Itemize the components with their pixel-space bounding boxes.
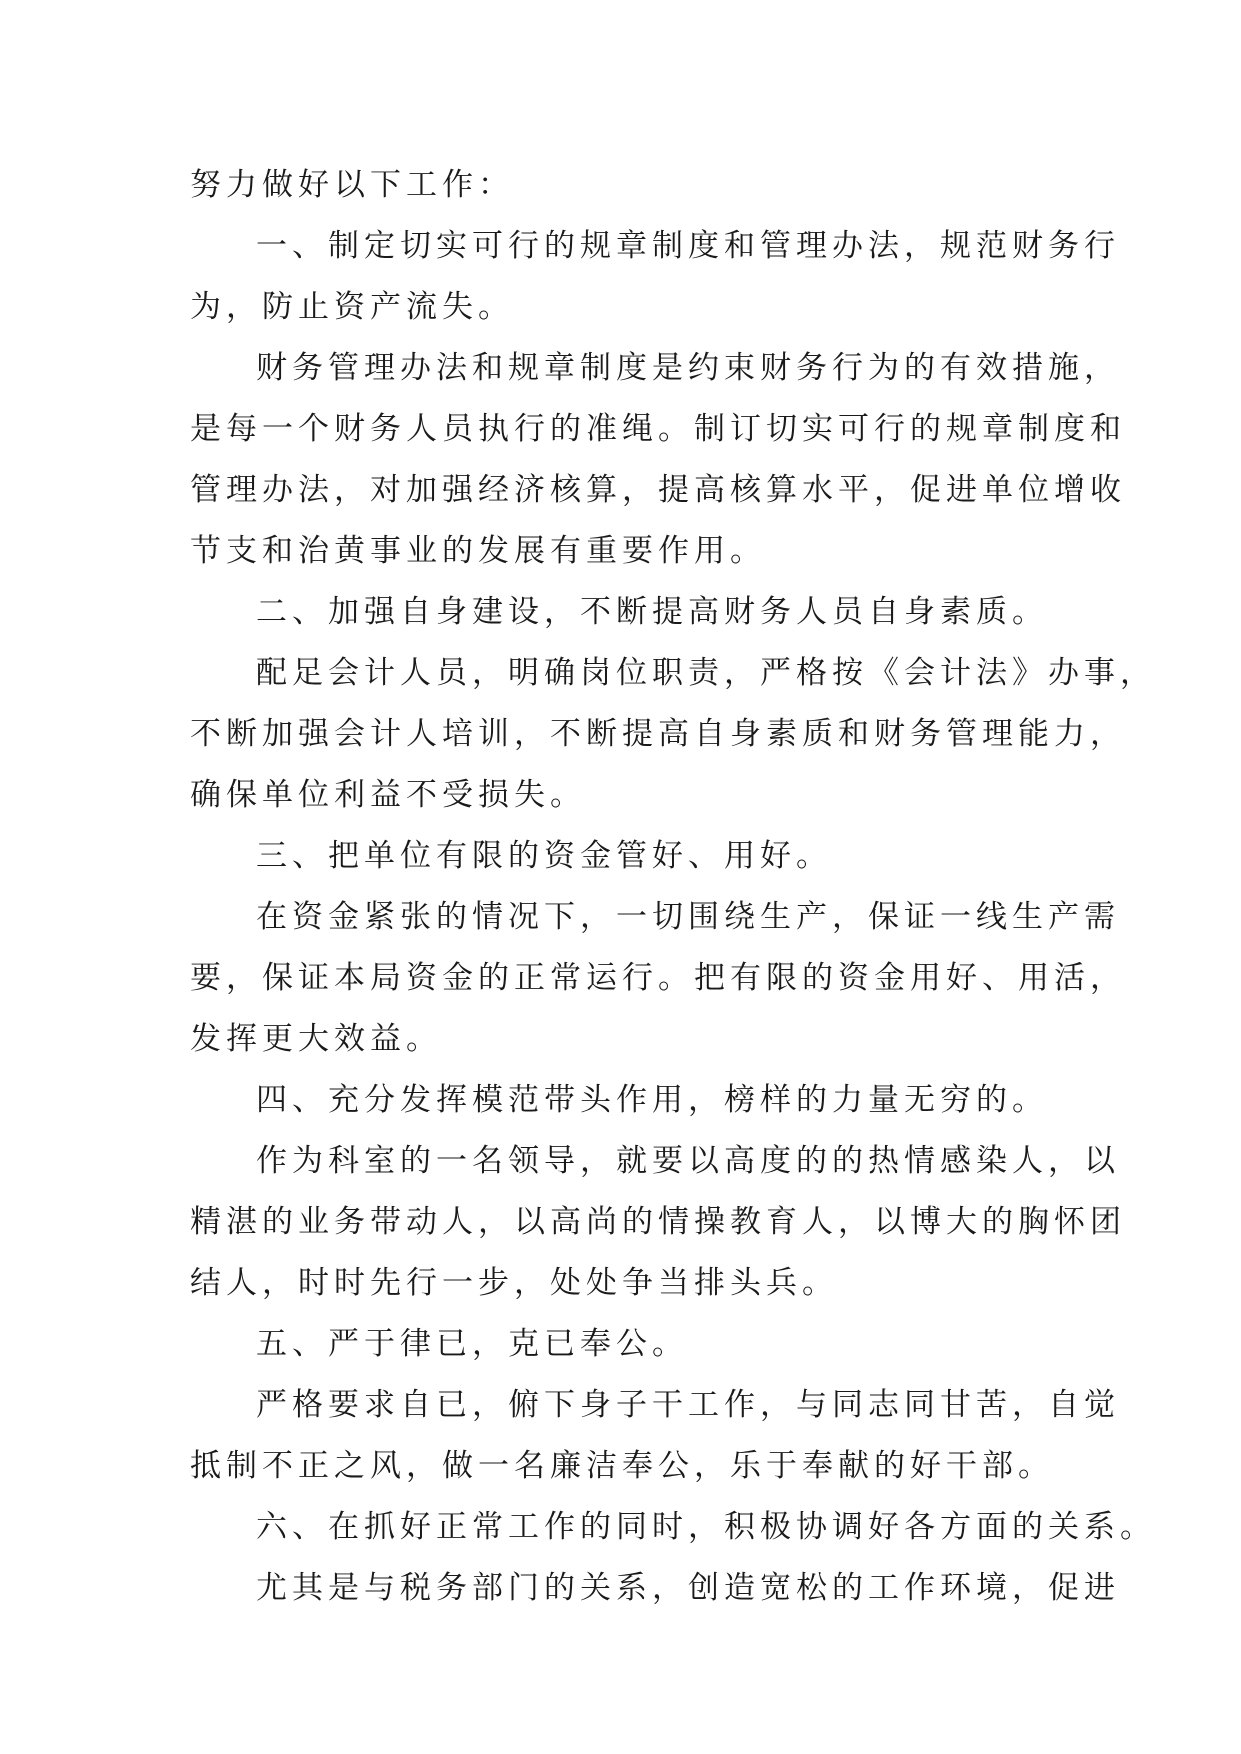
text-line: 是每一个财务人员执行的准绳。制订切实可行的规章制度和 [190,411,1126,447]
text-line: 尤其是与税务部门的关系，创造宽松的工作环境，促进 [256,1570,1120,1606]
text-line: 管理办法，对加强经济核算，提高核算水平，促进单位增收 [190,472,1126,508]
document-body [190,155,1156,1619]
text-line: 精湛的业务带动人，以高尚的情操教育人，以博大的胸怀团 [190,1204,1126,1240]
text-line: 四、充分发挥模范带头作用，榜样的力量无穷的。 [256,1082,1048,1118]
text-line: 二、加强自身建设，不断提高财务人员自身素质。 [256,594,1048,630]
text-line: 为，防止资产流失。 [190,289,514,325]
text-line: 配足会计人员，明确岗位职责，严格按《会计法》办事， [256,655,1156,691]
text-line: 三、把单位有限的资金管好、用好。 [256,838,832,874]
text-line: 五、严于律已，克已奉公。 [256,1326,688,1362]
text-line: 财务管理办法和规章制度是约束财务行为的有效措施， [256,350,1120,386]
text-line: 努力做好以下工作： [190,167,514,203]
text-line: 一、制定切实可行的规章制度和管理办法，规范财务行 [256,228,1120,264]
text-line: 节支和治黄事业的发展有重要作用。 [190,533,766,569]
text-line: 确保单位利益不受损失。 [190,777,586,813]
text-line: 六、在抓好正常工作的同时，积极协调好各方面的关系。 [256,1509,1156,1545]
text-line: 不断加强会计人培训，不断提高自身素质和财务管理能力， [190,716,1126,752]
text-line: 作为科室的一名领导，就要以高度的的热情感染人，以 [256,1143,1120,1179]
text-line: 发挥更大效益。 [190,1021,442,1057]
text-line: 要，保证本局资金的正常运行。把有限的资金用好、用活， [190,960,1126,996]
text-line: 结人，时时先行一步，处处争当排头兵。 [190,1265,838,1301]
text-line: 严格要求自已，俯下身子干工作，与同志同甘苦，自觉 [256,1387,1120,1423]
text-line: 在资金紧张的情况下，一切围绕生产，保证一线生产需 [256,899,1120,935]
text-line: 抵制不正之风，做一名廉洁奉公，乐于奉献的好干部。 [190,1448,1054,1484]
